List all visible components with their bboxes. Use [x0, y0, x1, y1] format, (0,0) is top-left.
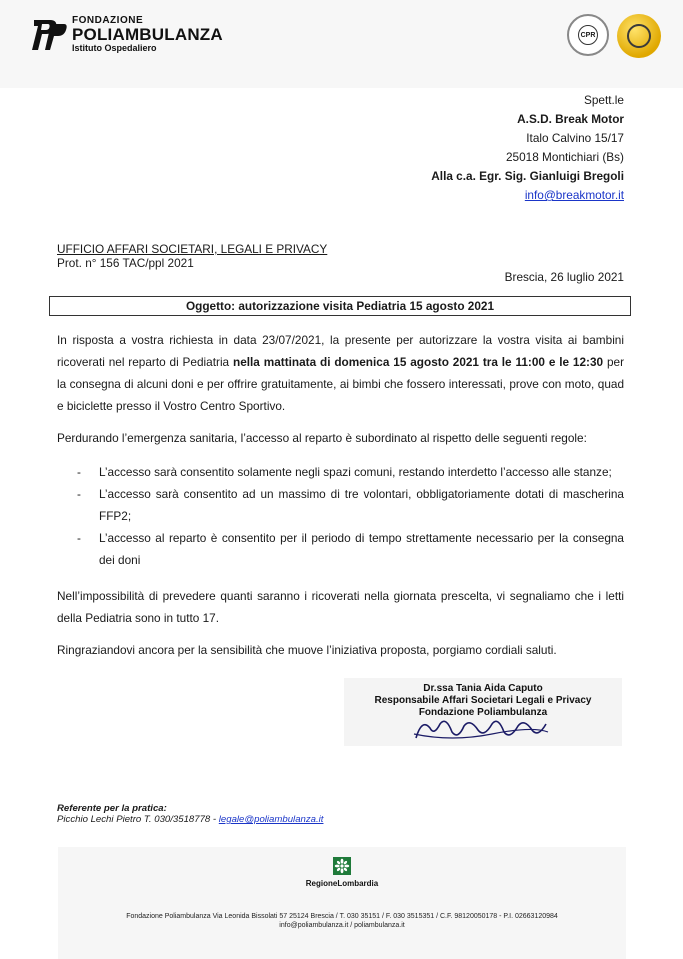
recipient-salutation: Spett.le	[583, 93, 624, 107]
reference-contact	[57, 803, 323, 825]
footer-address: Fondazione Poliambulanza Via Leonida Bissolati 57 25124 Brescia / T. 030 35151 / F. 030 3515351 / C.F. 98120050178 - P.I. 02663120984	[126, 913, 558, 920]
gold-seal-icon	[617, 14, 661, 58]
office-name: UFFICIO AFFARI SOCIETARI, LEGALI E PRIVACY	[57, 242, 328, 256]
paragraph-beds: Nell’impossibilità di prevedere quanti saranno i ricoverati nella giornata prescelta, vi segnaliamo che i letti della Pediatria sono in tutto 17.	[57, 589, 624, 625]
paragraph-request-start: In risposta a vostra richiesta in data 23/07/2021, la presente per autorizzare la vostra visita ai bambini ricoverati nel reparto di Pediatria	[57, 333, 624, 369]
logo-foundation-label: FONDAZIONE	[72, 14, 144, 26]
visit-datetime: nella mattinata di domenica 15 agosto 2021 tra le 11:00 e le 12:30	[232, 355, 604, 369]
region-name: RegioneLombardia	[305, 879, 379, 888]
subject-line: Oggetto: autorizzazione visita Pediatria 15 agosto 2021	[49, 296, 631, 316]
rule-item: - L’accesso sarà consentito solamente negli spazi comuni, restando interdetto l’accesso alle stanze;	[57, 461, 624, 483]
reference-heading: Referente per la pratica:	[57, 803, 167, 814]
footer-contacts: info@poliambulanza.it / poliambulanza.it	[279, 922, 405, 929]
rule-item: - L’accesso al reparto è consentito per il periodo di tempo strettamente necessario per la consegna dei doni	[57, 527, 624, 571]
recipient-city: 25018 Montichiari (Bs)	[505, 150, 624, 164]
logo-subtitle: Istituto Ospedaliero	[72, 42, 157, 53]
rule-item: - L’accesso sarà consentito ad un massimo di tre volontari, obbligatoriamente dotati di mascherina FFP2;	[57, 483, 624, 527]
signatory-role: Responsabile Affari Societari Legali e Privacy	[374, 695, 592, 706]
recipient-email-link[interactable]: info@breakmotor.it	[524, 188, 624, 202]
cpr-badge-label: CPR	[578, 25, 598, 45]
letterhead	[0, 0, 683, 88]
protocol-number: Prot. n° 156 TAC/ppl 2021	[57, 256, 194, 270]
logo-org-name: POLIAMBULANZA	[72, 24, 223, 44]
rules-list	[57, 461, 624, 571]
attention-line: Alla c.a. Egr. Sig. Gianluigi Bregoli	[431, 169, 624, 183]
certification-badges	[567, 14, 661, 58]
poliambulanza-logo-mark-icon	[28, 14, 68, 54]
paragraph-rules-intro: Perdurando l’emergenza sanitaria, l’accesso al reparto è subordinato al rispetto delle seguenti regole:	[57, 431, 587, 445]
letter-date: Brescia, 26 luglio 2021	[504, 270, 624, 284]
recipient-address	[506, 91, 624, 167]
recipient-name: A.S.D. Break Motor	[517, 112, 624, 126]
reference-email-link[interactable]: legale@poliambulanza.it	[218, 814, 324, 825]
signature-block	[344, 678, 622, 746]
recipient-street: Italo Calvino 15/17	[526, 131, 624, 145]
poliambulanza-logo	[28, 14, 223, 54]
attention-block	[431, 167, 624, 205]
office-block	[57, 242, 327, 270]
letter-footer	[58, 847, 626, 959]
signatory-name: Dr.ssa Tania Aida Caputo	[423, 683, 543, 694]
paragraph-request	[57, 329, 624, 417]
regione-lombardia-logo-icon	[333, 857, 351, 875]
cpr-certification-badge-icon	[567, 14, 609, 56]
paragraph-request-end: per la consegna di alcuni doni e per offrire gratuitamente, ai bimbi che fossero interessati, prove con moto, quad e biciclette presso il Vostro Centro Sportivo.	[57, 355, 625, 413]
handwritten-signature-icon	[412, 714, 552, 744]
paragraph-closing: Ringraziandovi ancora per la sensibilità che muove l’iniziativa proposta, porgiamo cordiali saluti.	[57, 643, 557, 657]
reference-contact-text: Picchio Lechi Pietro T. 030/3518778 -	[57, 814, 219, 825]
signatory-org: Fondazione Poliambulanza	[418, 707, 548, 718]
